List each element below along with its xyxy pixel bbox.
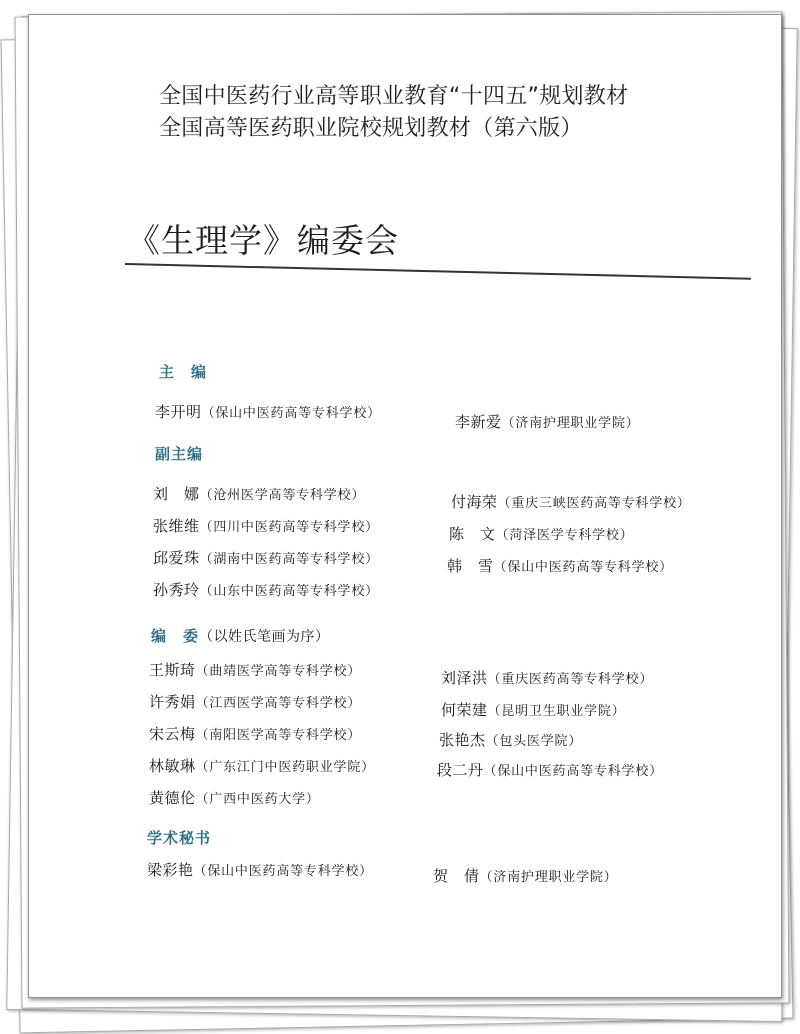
editor-entry xyxy=(433,865,618,886)
editor-affiliation: （济南护理职业学院） xyxy=(501,416,640,431)
editor-affiliation: （广东江门中医药职业学院） xyxy=(195,760,375,775)
editor-entry xyxy=(153,515,379,536)
editor-name: 韩 雪 xyxy=(447,557,494,575)
section-heading-editors xyxy=(151,625,330,646)
editor-affiliation: （保山中医药高等专科学校） xyxy=(493,560,673,575)
editor-entry xyxy=(439,729,582,750)
document-page xyxy=(28,14,782,998)
editor-affiliation: （四川中医药高等专科学校） xyxy=(199,520,379,535)
editor-name: 贺 倩 xyxy=(433,867,480,885)
section-label: 编 委 xyxy=(151,627,200,645)
section-label: 主 编 xyxy=(159,363,208,381)
series-line-1: 全国中医药行业高等职业教育“十四五”规划教材 xyxy=(159,84,629,109)
section-heading-secretaries xyxy=(147,827,211,848)
editor-entry xyxy=(441,699,626,720)
section-heading-chief-editors xyxy=(159,361,207,382)
editor-affiliation: （广西中医药大学） xyxy=(195,792,320,807)
editor-affiliation: （保山中医药高等专科学校） xyxy=(201,406,381,421)
editor-name: 陈 文 xyxy=(449,525,496,543)
editor-affiliation: （重庆医药高等专科学校） xyxy=(487,672,654,687)
editor-entry xyxy=(449,523,634,544)
editor-name: 梁彩艳 xyxy=(147,861,194,879)
editor-name: 邱爱珠 xyxy=(153,549,200,567)
editor-entry xyxy=(153,579,379,600)
editor-entry xyxy=(455,411,640,432)
editor-entry xyxy=(451,491,691,512)
section-heading-deputy-editors xyxy=(155,443,203,464)
editor-name: 刘 娜 xyxy=(153,485,200,503)
editor-entry xyxy=(149,787,320,808)
editor-entry xyxy=(147,859,373,880)
section-note: （以姓氏笔画为序） xyxy=(199,629,330,645)
editor-name: 许秀娟 xyxy=(149,693,196,711)
editor-name: 张艳杰 xyxy=(439,731,486,749)
series-header xyxy=(159,81,628,145)
series-line-2: 全国高等医药职业院校规划教材（第六版） xyxy=(159,116,583,141)
editor-affiliation: （包头医学院） xyxy=(485,734,583,749)
page-title: 《生理学》编委会 xyxy=(127,221,399,260)
editor-entry xyxy=(437,759,663,780)
editor-affiliation: （济南护理职业学院） xyxy=(479,870,618,885)
editor-name: 何荣建 xyxy=(441,701,488,719)
editor-name: 付海荣 xyxy=(451,493,498,511)
editor-affiliation: （江西医学高等专科学校） xyxy=(195,696,362,711)
editor-entry xyxy=(447,555,673,576)
editor-entry xyxy=(149,755,375,776)
editor-affiliation: （重庆三峡医药高等专科学校） xyxy=(497,496,691,511)
section-label: 学术秘书 xyxy=(147,829,212,847)
editor-affiliation: （山东中医药高等专科学校） xyxy=(199,584,379,599)
editor-name: 孙秀玲 xyxy=(153,581,200,599)
editor-name: 张维维 xyxy=(153,517,200,535)
editor-entry xyxy=(441,667,653,688)
editor-affiliation: （保山中医药高等专科学校） xyxy=(483,764,663,779)
editor-entry xyxy=(149,691,361,712)
editor-affiliation: （昆明卫生职业学院） xyxy=(487,704,626,719)
editor-name: 李新爱 xyxy=(455,413,502,431)
editor-entry xyxy=(153,483,365,504)
editor-affiliation: （保山中医药高等专科学校） xyxy=(193,864,373,879)
editor-name: 刘泽洪 xyxy=(441,669,488,687)
editor-affiliation: （南阳医学高等专科学校） xyxy=(195,728,362,743)
editor-entry xyxy=(149,723,361,744)
editor-entry xyxy=(153,547,379,568)
editor-affiliation: （曲靖医学高等专科学校） xyxy=(195,664,362,679)
editor-name: 段二丹 xyxy=(437,761,484,779)
editor-affiliation: （湖南中医药高等专科学校） xyxy=(199,552,379,567)
editor-affiliation: （菏泽医学专科学校） xyxy=(495,528,634,543)
section-label: 副主编 xyxy=(155,445,204,463)
editor-name: 林敏琳 xyxy=(149,757,196,775)
title-divider xyxy=(125,263,751,280)
editor-name: 黄德伦 xyxy=(149,789,196,807)
editor-affiliation: （沧州医学高等专科学校） xyxy=(199,488,366,503)
editor-name: 宋云梅 xyxy=(149,725,196,743)
editor-name: 王斯琦 xyxy=(149,661,196,679)
editor-name: 李开明 xyxy=(155,403,202,421)
editor-entry xyxy=(155,401,381,422)
editor-entry xyxy=(149,659,361,680)
